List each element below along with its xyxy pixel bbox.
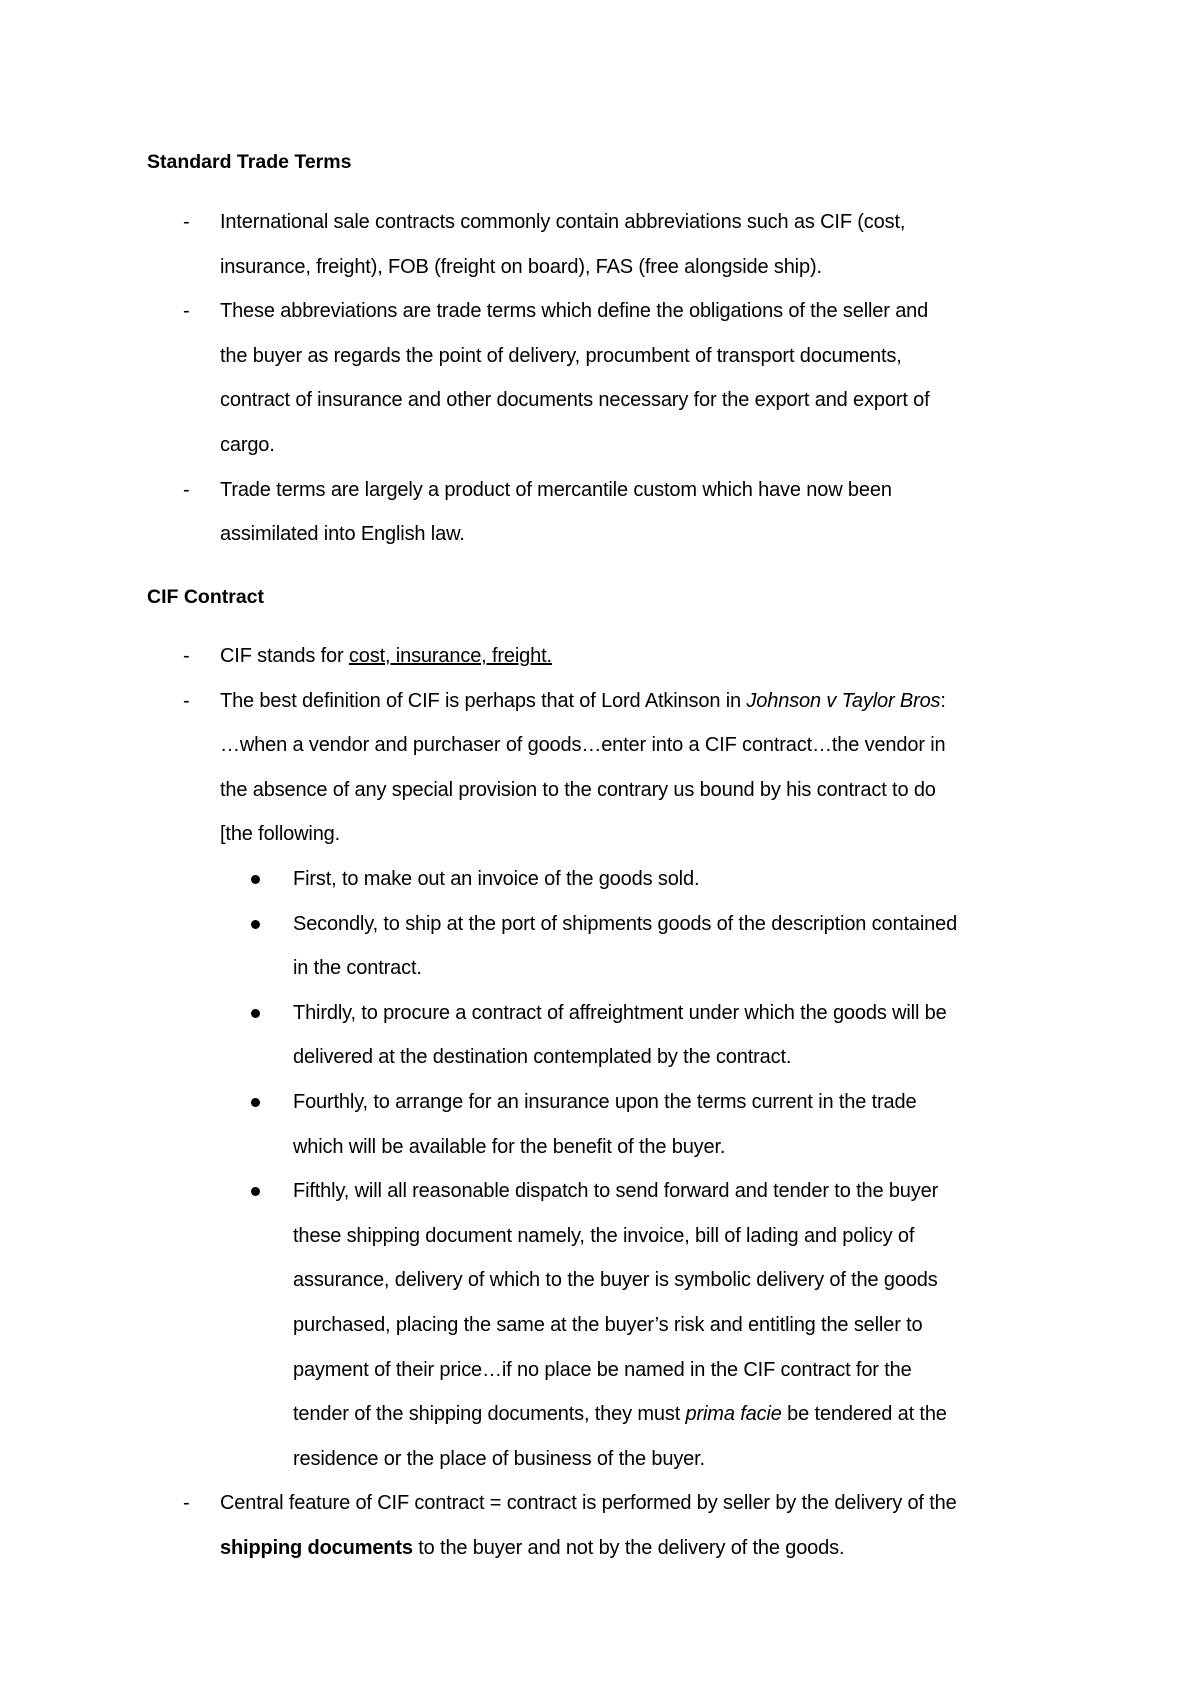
bullet-dot-icon — [251, 1098, 260, 1107]
text-line: Fifthly, will all reasonable dispatch to send forward and tender to the buyer — [293, 1180, 939, 1203]
latin-term: prima facie — [685, 1403, 782, 1426]
text-line — [220, 1526, 1067, 1571]
text-line: cargo. — [220, 433, 275, 456]
bullet-dot-icon — [251, 1187, 260, 1196]
bullet-item — [220, 1169, 1067, 1481]
heading-standard-trade-terms: Standard Trade Terms — [147, 151, 352, 173]
text-line — [220, 634, 1067, 679]
bullet-item — [220, 1080, 1067, 1169]
dash-marker: - — [183, 645, 190, 667]
obligations-list — [220, 857, 1067, 1481]
list-item — [147, 679, 1067, 1482]
text-line: assurance, delivery of which to the buyer is symbolic delivery of the goods — [293, 1269, 938, 1292]
list-item — [147, 200, 1067, 289]
standard-trade-terms-list — [147, 200, 1067, 557]
cif-prefix: CIF stands for — [220, 645, 349, 667]
text-line: Secondly, to ship at the port of shipments goods of the description contained — [293, 912, 958, 935]
text-line: First, to make out an invoice of the goods sold. — [293, 867, 700, 890]
text-run: : — [940, 689, 946, 712]
text-line: which will be available for the benefit of the buyer. — [293, 1135, 726, 1158]
text-line: residence or the place of business of the buyer. — [293, 1447, 705, 1470]
list-item — [147, 634, 1067, 679]
heading-cif-contract: CIF Contract — [147, 586, 264, 608]
text-line: payment of their price…if no place be named in the CIF contract for the — [293, 1358, 912, 1381]
text-line: [the following. — [220, 823, 341, 846]
text-run: The best definition of CIF is perhaps that of Lord Atkinson in — [220, 689, 747, 712]
text-line: assimilated into English law. — [220, 523, 465, 546]
text-run: tender of the shipping documents, they must — [293, 1403, 686, 1426]
bullet-item — [220, 857, 1067, 902]
text-line: These abbreviations are trade terms which define the obligations of the seller and — [220, 300, 929, 323]
text-line — [220, 679, 1067, 724]
text-line: insurance, freight), FOB (freight on board), FAS (free alongside ship). — [220, 255, 822, 278]
cif-contract-list — [147, 634, 1067, 1570]
bullet-dot-icon — [251, 1009, 260, 1018]
text-line: Thirdly, to procure a contract of affreightment under which the goods will be — [293, 1001, 947, 1024]
text-line: contract of insurance and other documents necessary for the export and export of — [220, 389, 930, 412]
text-line: in the contract. — [293, 957, 422, 980]
text-line: Trade terms are largely a product of mercantile custom which have now been — [220, 478, 892, 501]
case-name: Johnson v Taylor Bros — [746, 689, 941, 712]
text-line: the absence of any special provision to the contrary us bound by his contract to do — [220, 778, 936, 801]
cif-expansion: cost, insurance, freight. — [348, 645, 552, 667]
bullet-dot-icon — [251, 920, 260, 929]
text-line: Fourthly, to arrange for an insurance upon the terms current in the trade — [293, 1090, 917, 1113]
dash-marker: - — [183, 300, 190, 323]
text-line: …when a vendor and purchaser of goods…enter into a CIF contract…the vendor in — [220, 734, 946, 757]
text-line: delivered at the destination contemplated by the contract. — [293, 1046, 792, 1069]
list-item — [147, 289, 1067, 467]
bullet-dot-icon — [251, 875, 260, 884]
dash-marker: - — [183, 211, 190, 233]
list-item — [147, 468, 1067, 557]
text-line: purchased, placing the same at the buyer’s risk and entitling the seller to — [293, 1313, 923, 1336]
emphasis-shipping-documents: shipping documents — [220, 1536, 413, 1559]
dash-marker: - — [183, 689, 190, 712]
text-line — [293, 1392, 1067, 1437]
text-run: to the buyer and not by the delivery of the goods. — [412, 1536, 845, 1559]
text-run: be tendered at the — [781, 1403, 947, 1426]
dash-marker: - — [183, 478, 190, 501]
text-line: the buyer as regards the point of delivery, procumbent of transport documents, — [220, 344, 902, 367]
text-line: these shipping document namely, the invoice, bill of lading and policy of — [293, 1224, 915, 1247]
text-line: Central feature of CIF contract = contract is performed by seller by the delivery of the — [220, 1492, 957, 1515]
bullet-item — [220, 902, 1067, 991]
list-item — [147, 1481, 1067, 1570]
dash-marker: - — [183, 1492, 190, 1515]
text-line: International sale contracts commonly contain abbreviations such as CIF (cost, — [220, 211, 906, 233]
bullet-item — [220, 991, 1067, 1080]
